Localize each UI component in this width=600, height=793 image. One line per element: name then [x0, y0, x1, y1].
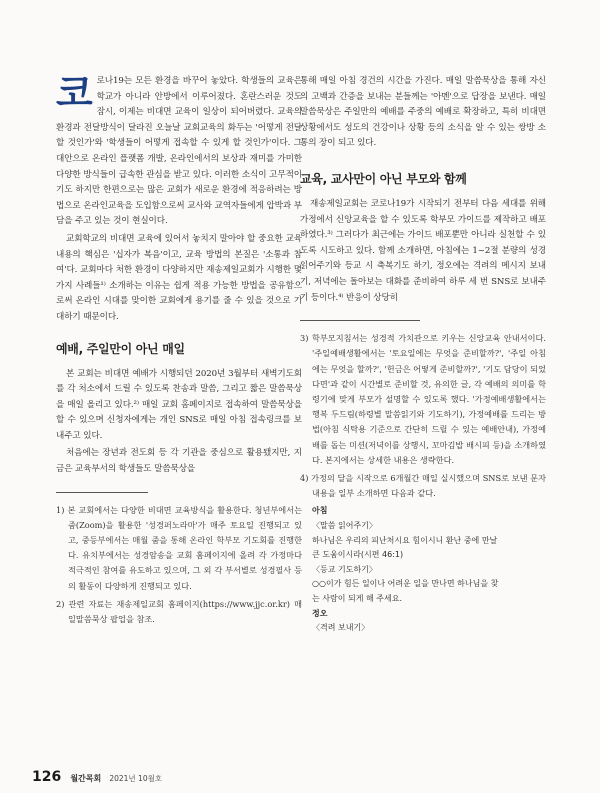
- footnote-1: 1) 본 교회에서는 다양한 비대면 교육방식을 활용한다. 청년부에서는 줌(Zoom)을 활용한 '성경퍼노라마'가 매주 토요일 진행되고 있고, 중등부에서는 매월 줌을 통해 온라인 학부모 기도회를 진행한다. 유치부에서는 성경암송을 교회 홈페이지에 올려 각 가정마다 적극적인 참여를 유도하고 있으며, 그 외 각 부서별로 성경필사 등의 활동이 다양하게 진행되고 있다.: [56, 504, 302, 591]
- paragraph-3: 본 교회는 비대면 예배가 시행되던 2020년 3월부터 새벽기도회를 각 처소에서 드릴 수 있도록 찬송과 말씀, 그리고 짧은 말씀묵상을 매일 올리고 있다.²⁾ 매일 교회 홈페이지로 접속하여 말씀묵상을 할 수 있으며 신청자에게는 개인 SNS로 매일 아침 접속링크를 보내주고 있다.: [56, 368, 302, 441]
- sample-line: 〈말씀 읽어주기〉: [312, 520, 377, 530]
- sample-label-noon: 정오: [312, 608, 328, 618]
- sample-line: 〈등교 기도하기〉: [312, 564, 377, 574]
- sample-line: ○○이가 힘든 일이나 어려운 일을 만나면 하나님을 찾: [312, 579, 499, 589]
- footnote-4: 4) 가정의 달을 시작으로 6개월간 매일 실시했으며 SNS로 보낸 문자내용을 일부 소개하면 다음과 같다.: [300, 472, 546, 499]
- page-number: 126: [32, 769, 62, 785]
- sample-line: 큰 도움이시라(시편 46:1): [312, 550, 404, 560]
- page-footer: [32, 766, 162, 785]
- sample-line: 〈격려 보내기〉: [312, 623, 370, 633]
- paragraph-2: 교회학교의 비대면 교육에 있어서 놓치지 말아야 할 중요한 교육 내용의 핵심은 '십자가 복음'이고, 교육 방법의 본질은 '소통과 참여'다. 교회마다 처한 환경이 다양하지만 재송제일교회가 시행한 몇 가지 사례들¹⁾ 소개하는 이유는 쉽게 적용 가능한 방법을 공유함으로써 온라인 시대를 맞이한 교회에게 용기를 줄 수 있을 것으로 기대하기 때문이다.: [56, 233, 302, 322]
- paragraph-4: 처음에는 장년과 전도회 등 각 기관을 중심으로 활용됐지만, 지금은 교육부서의 학생들도 말씀묵상을: [56, 448, 302, 475]
- sample-line: 는 사람이 되게 해 주세요.: [312, 593, 402, 603]
- footnote-2: 2) 관련 자료는 재송제일교회 홈페이지(https://www.jjc.or.kr) 매일말씀묵상 팝업을 참조.: [56, 598, 302, 625]
- section-heading-worship: 예배, 주일만이 아닌 매일: [56, 341, 185, 356]
- paragraph-5: 통해 매일 아침 경건의 시간을 가진다. 매일 말씀묵상을 통해 자신의 고백과 간증을 보내는 분들께는 '아멘'으로 답장을 보낸다. 매일 말씀묵상은 주일만의 예배를 주중의 예배로 확장하고, 특히 비대면 상황에서도 성도의 건강이나 상황 등의 소식을 알 수 있는 쌍방 소통의 장이 되고 있다.: [300, 76, 546, 149]
- footnote-divider: [56, 492, 148, 493]
- intro-paragraph: [56, 71, 302, 230]
- issue-date: 2021년 10월호: [109, 774, 163, 783]
- section-heading-education: 교육, 교사만이 아닌 부모와 함께: [300, 171, 467, 186]
- sample-line: 하나님은 우리의 피난처시요 힘이시니 환난 중에 만날: [312, 535, 498, 545]
- paragraph-6: 재송제일교회는 코로나19가 시작되기 전부터 다음 세대를 위해 가정에서 신앙교육을 할 수 있도록 학부모 가이드를 제작하고 배포하였다.³⁾ 그러다가 최근에는 가이드 배포뿐만 아니라 실천할 수 있도록 시도하고 있다. 함께 소개하면, 아침에는 1~2절 분량의 성경 읽어주기와 등교 시 축복기도 하기, 정오에는 격려의 메시지 보내기, 저녁에는 돌아보는 대화를 준비하여 하루 세 번 SNS로 보내주기 등이다.⁴⁾ 반응이 상당히: [300, 198, 546, 303]
- drop-cap: 코: [56, 71, 93, 115]
- left-column: [56, 71, 302, 630]
- magazine-name: 월간목회: [70, 774, 102, 783]
- sample-label-morning: 아침: [312, 506, 328, 516]
- right-column: [300, 74, 546, 636]
- footnote-divider-right: [300, 320, 420, 321]
- intro-text: 로나19는 모든 환경을 바꾸어 놓았다. 학생들의 교육은 학교가 아니라 안방에서 이루어졌다. 혼란스러운 것도 잠시, 이제는 비대면 교육이 일상이 되어버렸다. 교육의 환경과 전달방식이 달라진 오늘날 교회교육의 화두는 '어떻게 전달할 것인가'와 '학생들이 어떻게 접속할 수 있게 할 것인가'이다. 그 대안으로 온라인 플랫폼 개발, 온라인에서의 보상과 재미를 가미한 다양한 방식들이 급속한 관심을 받고 있다. 이러한 소식이 고무적이기도 하지만 한편으로는 많은 교회가 새로운 환경에 적응하려는 방법으로 온라인교육을 도입함으로써 교사와 교역자들에게 압박과 부담을 주고 있는 것이 현실이다.: [56, 76, 302, 227]
- footnote-3: 3) 학부모지침서는 성경적 가치관으로 키우는 신앙교육 안내서이다. '주일예배생활에서는 '토요일에는 무엇을 준비할까?', '주일 아침에는 무엇을 할까?', '헌금은 어떻게 준비할까?', '기도 담당이 되었다면'과 같이 시간별로 준비할 것, 유의한 글, 각 예배의 의미를 학령기에 맞게 부모가 설명할 수 있도록 했다. '가정예배생활에서는 행복 두드림(하령별 말씀읽기와 기도하기), 가정예배를 드리는 방법(아침 식탁용 기준으로 간단히 드릴 수 있는 예배안내), 가정예배를 돕는 미션(저녁이를 상행시, 꼬마김밥 배시피 등)을 소개하였다. 본지에서는 상세한 내용은 생략한다.: [300, 333, 546, 465]
